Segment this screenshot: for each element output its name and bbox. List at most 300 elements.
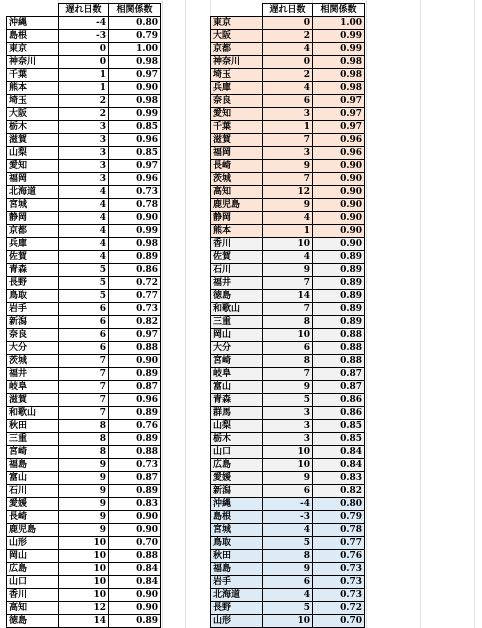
prefecture-cell[interactable]: 埼玉: [7, 95, 59, 108]
prefecture-cell[interactable]: 青森: [7, 264, 59, 277]
lag-days-cell[interactable]: 10: [59, 576, 109, 589]
table-row: [7, 446, 161, 459]
prefecture-cell[interactable]: 徳島: [7, 615, 59, 628]
correlation-cell[interactable]: 0.89: [109, 485, 161, 498]
lag-days-cell[interactable]: 6: [263, 95, 313, 108]
prefecture-cell[interactable]: 大分: [7, 342, 59, 355]
lag-days-cell[interactable]: 4: [263, 43, 313, 56]
lag-days-cell[interactable]: 7: [263, 368, 313, 381]
prefecture-cell[interactable]: 鹿児島: [211, 199, 263, 212]
lag-days-cell[interactable]: 1: [59, 82, 109, 95]
correlation-cell[interactable]: 0.90: [109, 511, 161, 524]
prefecture-cell[interactable]: 山梨: [211, 420, 263, 433]
correlation-cell[interactable]: 0.90: [109, 589, 161, 602]
lag-days-cell[interactable]: 5: [263, 602, 313, 615]
table-row: [7, 251, 161, 264]
prefecture-cell[interactable]: 和歌山: [7, 407, 59, 420]
lag-days-cell[interactable]: 14: [263, 290, 313, 303]
gridline: [420, 0, 421, 628]
correlation-cell[interactable]: 0.88: [313, 329, 365, 342]
correlation-cell[interactable]: 0.86: [109, 264, 161, 277]
prefecture-cell[interactable]: 鹿児島: [7, 524, 59, 537]
prefecture-cell[interactable]: 栃木: [7, 121, 59, 134]
correlation-cell[interactable]: 0.90: [109, 355, 161, 368]
prefecture-cell[interactable]: 秋田: [211, 550, 263, 563]
correlation-cell[interactable]: 0.70: [313, 615, 365, 628]
header-prefecture-cell[interactable]: [211, 4, 263, 17]
prefecture-cell[interactable]: 三重: [7, 433, 59, 446]
prefecture-cell[interactable]: 山形: [7, 537, 59, 550]
lag-days-cell[interactable]: 8: [263, 355, 313, 368]
correlation-cell[interactable]: 0.98: [313, 56, 365, 69]
lag-days-cell[interactable]: 4: [263, 251, 313, 264]
prefecture-cell[interactable]: 高知: [211, 186, 263, 199]
prefecture-cell[interactable]: 山口: [211, 446, 263, 459]
prefecture-cell[interactable]: 北海道: [211, 589, 263, 602]
lag-days-cell[interactable]: 7: [263, 277, 313, 290]
table-row: [7, 394, 161, 407]
lag-days-cell[interactable]: 6: [263, 576, 313, 589]
prefecture-cell[interactable]: 新潟: [7, 316, 59, 329]
lag-days-cell[interactable]: 2: [263, 69, 313, 82]
correlation-cell[interactable]: 0.90: [313, 212, 365, 225]
correlation-cell[interactable]: 0.87: [313, 381, 365, 394]
prefecture-cell[interactable]: 鳥取: [211, 537, 263, 550]
prefecture-cell[interactable]: 群馬: [211, 407, 263, 420]
lag-days-cell[interactable]: 9: [59, 524, 109, 537]
prefecture-cell[interactable]: 福井: [7, 368, 59, 381]
correlation-cell[interactable]: 0.70: [109, 537, 161, 550]
prefecture-cell[interactable]: 佐賀: [211, 251, 263, 264]
lag-days-cell[interactable]: 6: [59, 303, 109, 316]
correlation-cell[interactable]: 0.98: [109, 95, 161, 108]
correlation-cell[interactable]: 0.89: [109, 251, 161, 264]
lag-days-cell[interactable]: 8: [263, 316, 313, 329]
correlation-cell[interactable]: 0.88: [109, 446, 161, 459]
lag-days-cell[interactable]: 9: [263, 199, 313, 212]
correlation-cell[interactable]: 0.99: [313, 30, 365, 43]
correlation-cell[interactable]: 0.73: [109, 303, 161, 316]
prefecture-cell[interactable]: 長崎: [7, 511, 59, 524]
lag-days-cell[interactable]: 2: [263, 30, 313, 43]
prefecture-cell[interactable]: 福岡: [7, 173, 59, 186]
correlation-cell[interactable]: 0.88: [313, 355, 365, 368]
prefecture-cell[interactable]: 和歌山: [211, 303, 263, 316]
lag-days-cell[interactable]: 7: [59, 394, 109, 407]
correlation-cell[interactable]: 0.90: [109, 82, 161, 95]
lag-days-cell[interactable]: 6: [263, 342, 313, 355]
lag-days-cell[interactable]: 10: [263, 446, 313, 459]
lag-days-cell[interactable]: 10: [263, 459, 313, 472]
prefecture-cell[interactable]: 熊本: [211, 225, 263, 238]
prefecture-cell[interactable]: 島根: [7, 30, 59, 43]
correlation-cell[interactable]: 0.89: [313, 303, 365, 316]
lag-days-cell[interactable]: 7: [263, 134, 313, 147]
table-row: [7, 199, 161, 212]
prefecture-cell[interactable]: 山口: [7, 576, 59, 589]
correlation-cell[interactable]: 0.89: [313, 277, 365, 290]
prefecture-cell[interactable]: 兵庫: [7, 238, 59, 251]
prefecture-cell[interactable]: 奈良: [211, 95, 263, 108]
correlation-cell[interactable]: 0.72: [109, 277, 161, 290]
correlation-cell[interactable]: 0.73: [109, 186, 161, 199]
prefecture-cell[interactable]: 大分: [211, 342, 263, 355]
correlation-cell[interactable]: 0.87: [109, 381, 161, 394]
lag-days-cell[interactable]: 4: [263, 82, 313, 95]
lag-days-cell[interactable]: 10: [59, 563, 109, 576]
prefecture-cell[interactable]: 新潟: [211, 485, 263, 498]
lag-days-cell[interactable]: 0: [59, 43, 109, 56]
correlation-cell[interactable]: 1.00: [109, 43, 161, 56]
prefecture-cell[interactable]: 北海道: [7, 186, 59, 199]
correlation-cell[interactable]: 0.84: [109, 563, 161, 576]
correlation-cell[interactable]: 0.90: [313, 225, 365, 238]
prefecture-cell[interactable]: 岩手: [7, 303, 59, 316]
lag-days-cell[interactable]: -3: [263, 511, 313, 524]
correlation-cell[interactable]: 0.90: [109, 212, 161, 225]
lag-days-cell[interactable]: 3: [263, 407, 313, 420]
correlation-cell[interactable]: 0.80: [109, 17, 161, 30]
lag-days-cell[interactable]: 9: [263, 381, 313, 394]
correlation-cell[interactable]: 0.87: [313, 368, 365, 381]
prefecture-cell[interactable]: 宮城: [211, 524, 263, 537]
lag-days-cell[interactable]: 10: [59, 589, 109, 602]
table-row: [7, 407, 161, 420]
correlation-cell[interactable]: 0.96: [109, 173, 161, 186]
lag-days-cell[interactable]: -4: [263, 498, 313, 511]
correlation-cell[interactable]: 0.90: [109, 524, 161, 537]
correlation-cell[interactable]: 0.85: [109, 121, 161, 134]
lag-days-cell[interactable]: 7: [59, 381, 109, 394]
correlation-cell[interactable]: 0.96: [313, 134, 365, 147]
prefecture-cell[interactable]: 山梨: [7, 147, 59, 160]
prefecture-cell[interactable]: 神奈川: [211, 56, 263, 69]
correlation-cell[interactable]: 0.84: [313, 446, 365, 459]
correlation-cell[interactable]: 0.98: [313, 69, 365, 82]
prefecture-cell[interactable]: 広島: [7, 563, 59, 576]
lag-days-cell[interactable]: 7: [59, 355, 109, 368]
prefecture-cell[interactable]: 東京: [7, 43, 59, 56]
lag-days-cell[interactable]: 8: [263, 550, 313, 563]
table-row: [7, 342, 161, 355]
prefecture-cell[interactable]: 兵庫: [211, 82, 263, 95]
correlation-cell[interactable]: 0.85: [313, 433, 365, 446]
correlation-cell[interactable]: 0.90: [313, 173, 365, 186]
lag-days-cell[interactable]: 1: [263, 225, 313, 238]
prefecture-cell[interactable]: 岐阜: [7, 381, 59, 394]
correlation-cell[interactable]: 0.84: [109, 576, 161, 589]
correlation-cell[interactable]: 0.90: [313, 186, 365, 199]
correlation-cell[interactable]: 0.97: [109, 69, 161, 82]
correlation-cell[interactable]: 0.97: [109, 329, 161, 342]
prefecture-cell[interactable]: 佐賀: [7, 251, 59, 264]
lag-days-cell[interactable]: 9: [59, 459, 109, 472]
lag-days-cell[interactable]: 7: [59, 368, 109, 381]
lag-days-cell[interactable]: 12: [59, 602, 109, 615]
lag-days-cell[interactable]: 3: [59, 160, 109, 173]
prefecture-cell[interactable]: 滋賀: [7, 394, 59, 407]
correlation-cell[interactable]: 0.89: [313, 251, 365, 264]
prefecture-cell[interactable]: 石川: [7, 485, 59, 498]
correlation-cell[interactable]: 0.97: [313, 121, 365, 134]
table-row: [7, 173, 161, 186]
prefecture-cell[interactable]: 愛媛: [7, 498, 59, 511]
prefecture-cell[interactable]: 福井: [211, 277, 263, 290]
correlation-cell[interactable]: 0.90: [313, 160, 365, 173]
lag-days-cell[interactable]: 9: [263, 563, 313, 576]
lag-days-cell[interactable]: 7: [59, 407, 109, 420]
correlation-cell[interactable]: 0.88: [109, 342, 161, 355]
correlation-cell[interactable]: 0.83: [313, 472, 365, 485]
prefecture-cell[interactable]: 岡山: [211, 329, 263, 342]
correlation-cell[interactable]: 0.89: [313, 316, 365, 329]
prefecture-cell[interactable]: 静岡: [211, 212, 263, 225]
lag-days-cell[interactable]: 3: [59, 134, 109, 147]
lag-days-cell[interactable]: 9: [59, 472, 109, 485]
correlation-cell[interactable]: 0.98: [109, 238, 161, 251]
prefecture-cell[interactable]: 長野: [7, 277, 59, 290]
prefecture-cell[interactable]: 千葉: [211, 121, 263, 134]
correlation-cell[interactable]: 0.79: [109, 30, 161, 43]
lag-days-cell[interactable]: 3: [59, 147, 109, 160]
correlation-cell[interactable]: 0.98: [109, 56, 161, 69]
correlation-cell[interactable]: 0.76: [109, 420, 161, 433]
correlation-cell[interactable]: 0.73: [313, 576, 365, 589]
prefecture-cell[interactable]: 宮城: [7, 199, 59, 212]
lag-days-cell[interactable]: 6: [59, 329, 109, 342]
prefecture-cell[interactable]: 滋賀: [7, 134, 59, 147]
correlation-cell[interactable]: 0.82: [109, 316, 161, 329]
correlation-cell[interactable]: 0.96: [313, 147, 365, 160]
correlation-cell[interactable]: 0.83: [109, 498, 161, 511]
header-lag-days[interactable]: 遅れ日数: [59, 4, 109, 17]
table-row: [7, 485, 161, 498]
prefecture-cell[interactable]: 京都: [211, 43, 263, 56]
prefecture-cell[interactable]: 愛媛: [211, 472, 263, 485]
lag-days-cell[interactable]: 2: [59, 108, 109, 121]
correlation-cell[interactable]: 0.96: [109, 394, 161, 407]
correlation-cell[interactable]: 0.76: [313, 550, 365, 563]
correlation-cell[interactable]: 0.90: [313, 238, 365, 251]
prefecture-cell[interactable]: 京都: [7, 225, 59, 238]
lag-days-cell[interactable]: 8: [59, 420, 109, 433]
lag-days-cell[interactable]: 10: [263, 238, 313, 251]
correlation-cell[interactable]: 0.97: [313, 95, 365, 108]
prefecture-cell[interactable]: 岩手: [211, 576, 263, 589]
lag-days-cell[interactable]: 2: [59, 95, 109, 108]
table-row: [7, 537, 161, 550]
correlation-cell[interactable]: 0.77: [109, 290, 161, 303]
prefecture-cell[interactable]: 山形: [211, 615, 263, 628]
prefecture-cell[interactable]: 沖縄: [211, 498, 263, 511]
correlation-cell[interactable]: 0.84: [313, 459, 365, 472]
prefecture-cell[interactable]: 富山: [211, 381, 263, 394]
prefecture-cell[interactable]: 福岡: [211, 147, 263, 160]
header-prefecture-cell[interactable]: [7, 4, 59, 17]
lag-days-cell[interactable]: 3: [263, 433, 313, 446]
correlation-cell[interactable]: 0.98: [313, 82, 365, 95]
prefecture-cell[interactable]: 島根: [211, 511, 263, 524]
correlation-cell[interactable]: 0.99: [109, 225, 161, 238]
lag-days-cell[interactable]: 5: [59, 264, 109, 277]
correlation-cell[interactable]: 0.88: [313, 342, 365, 355]
prefecture-cell[interactable]: 香川: [7, 589, 59, 602]
lag-days-cell[interactable]: 10: [59, 550, 109, 563]
correlation-cell[interactable]: 0.89: [109, 615, 161, 628]
lag-days-cell[interactable]: 3: [263, 108, 313, 121]
prefecture-cell[interactable]: 宮崎: [7, 446, 59, 459]
prefecture-cell[interactable]: 神奈川: [7, 56, 59, 69]
prefecture-cell[interactable]: 広島: [211, 459, 263, 472]
lag-days-cell[interactable]: 5: [59, 290, 109, 303]
lag-days-cell[interactable]: 0: [263, 56, 313, 69]
prefecture-cell[interactable]: 富山: [7, 472, 59, 485]
prefecture-cell[interactable]: 滋賀: [211, 134, 263, 147]
correlation-cell[interactable]: 0.97: [313, 108, 365, 121]
lag-days-cell[interactable]: 4: [59, 212, 109, 225]
correlation-cell[interactable]: 0.89: [313, 290, 365, 303]
lag-days-cell[interactable]: 6: [59, 342, 109, 355]
prefecture-cell[interactable]: 千葉: [7, 69, 59, 82]
lag-days-cell[interactable]: 9: [263, 160, 313, 173]
prefecture-cell[interactable]: 鳥取: [7, 290, 59, 303]
lag-days-cell[interactable]: 7: [263, 303, 313, 316]
prefecture-cell[interactable]: 岐阜: [211, 368, 263, 381]
prefecture-cell[interactable]: 石川: [211, 264, 263, 277]
lag-days-cell[interactable]: 8: [59, 446, 109, 459]
header-correlation[interactable]: 相関係数: [313, 4, 365, 17]
lag-days-cell[interactable]: 10: [263, 329, 313, 342]
correlation-cell[interactable]: 0.85: [313, 420, 365, 433]
prefecture-cell[interactable]: 秋田: [7, 420, 59, 433]
prefecture-cell[interactable]: 奈良: [7, 329, 59, 342]
lag-days-cell[interactable]: 10: [263, 615, 313, 628]
prefecture-cell[interactable]: 徳島: [211, 290, 263, 303]
prefecture-cell[interactable]: 長野: [211, 602, 263, 615]
lag-days-cell[interactable]: 0: [263, 17, 313, 30]
lag-days-cell[interactable]: 9: [263, 264, 313, 277]
prefecture-cell[interactable]: 青森: [211, 394, 263, 407]
lag-days-cell[interactable]: 9: [263, 472, 313, 485]
correlation-cell[interactable]: 0.73: [313, 563, 365, 576]
prefecture-cell[interactable]: 三重: [211, 316, 263, 329]
lag-days-cell[interactable]: 8: [59, 433, 109, 446]
correlation-cell[interactable]: 1.00: [313, 17, 365, 30]
correlation-cell[interactable]: 0.73: [313, 589, 365, 602]
lag-days-cell[interactable]: 7: [263, 173, 313, 186]
lag-days-cell[interactable]: 5: [263, 394, 313, 407]
prefecture-cell[interactable]: 福島: [7, 459, 59, 472]
correlation-cell[interactable]: 0.96: [109, 134, 161, 147]
lag-days-cell[interactable]: 4: [59, 238, 109, 251]
correlation-cell[interactable]: 0.77: [313, 537, 365, 550]
lag-days-cell[interactable]: 10: [59, 537, 109, 550]
table-row: [7, 563, 161, 576]
correlation-cell[interactable]: 0.97: [109, 160, 161, 173]
correlation-cell[interactable]: 0.88: [109, 550, 161, 563]
prefecture-cell[interactable]: 茨城: [7, 355, 59, 368]
prefecture-cell[interactable]: 宮崎: [211, 355, 263, 368]
lag-days-cell[interactable]: 6: [59, 316, 109, 329]
lag-days-cell[interactable]: 4: [59, 199, 109, 212]
correlation-cell[interactable]: 0.89: [109, 407, 161, 420]
prefecture-cell[interactable]: 大阪: [211, 30, 263, 43]
prefecture-cell[interactable]: 大阪: [7, 108, 59, 121]
prefecture-cell[interactable]: 静岡: [7, 212, 59, 225]
lag-days-cell[interactable]: 3: [59, 173, 109, 186]
prefecture-cell[interactable]: 愛知: [7, 160, 59, 173]
correlation-cell[interactable]: 0.85: [109, 147, 161, 160]
lag-days-cell[interactable]: 9: [59, 511, 109, 524]
correlation-cell[interactable]: 0.89: [109, 433, 161, 446]
prefecture-cell[interactable]: 栃木: [211, 433, 263, 446]
correlation-cell[interactable]: 0.99: [109, 108, 161, 121]
lag-days-cell[interactable]: 4: [263, 524, 313, 537]
lag-days-cell[interactable]: 3: [263, 147, 313, 160]
correlation-cell[interactable]: 0.80: [313, 498, 365, 511]
lag-days-cell[interactable]: -4: [59, 17, 109, 30]
correlation-cell[interactable]: 0.89: [313, 264, 365, 277]
prefecture-cell[interactable]: 茨城: [211, 173, 263, 186]
lag-days-cell[interactable]: 9: [59, 498, 109, 511]
prefecture-cell[interactable]: 熊本: [7, 82, 59, 95]
lag-days-cell[interactable]: 0: [59, 56, 109, 69]
lag-days-cell[interactable]: 3: [263, 420, 313, 433]
prefecture-cell[interactable]: 高知: [7, 602, 59, 615]
prefecture-cell[interactable]: 香川: [211, 238, 263, 251]
correlation-cell[interactable]: 0.90: [109, 602, 161, 615]
correlation-cell[interactable]: 0.87: [109, 472, 161, 485]
lag-days-cell[interactable]: 9: [59, 485, 109, 498]
lag-days-cell[interactable]: 3: [59, 121, 109, 134]
lag-days-cell[interactable]: -3: [59, 30, 109, 43]
prefecture-cell[interactable]: 愛知: [211, 108, 263, 121]
correlation-cell[interactable]: 0.90: [313, 199, 365, 212]
lag-days-cell[interactable]: 4: [59, 186, 109, 199]
correlation-cell[interactable]: 0.86: [313, 407, 365, 420]
correlation-cell[interactable]: 0.78: [109, 199, 161, 212]
lag-days-cell[interactable]: 5: [59, 277, 109, 290]
header-lag-days[interactable]: 遅れ日数: [263, 4, 313, 17]
prefecture-cell[interactable]: 岡山: [7, 550, 59, 563]
correlation-cell[interactable]: 0.89: [109, 368, 161, 381]
prefecture-cell[interactable]: 沖縄: [7, 17, 59, 30]
correlation-cell[interactable]: 0.99: [313, 43, 365, 56]
correlation-cell[interactable]: 0.78: [313, 524, 365, 537]
correlation-cell[interactable]: 0.82: [313, 485, 365, 498]
correlation-cell[interactable]: 0.79: [313, 511, 365, 524]
lag-days-cell[interactable]: 4: [59, 251, 109, 264]
prefecture-cell[interactable]: 長崎: [211, 160, 263, 173]
lag-days-cell[interactable]: 1: [59, 69, 109, 82]
prefecture-cell[interactable]: 東京: [211, 17, 263, 30]
lag-days-cell[interactable]: 4: [263, 589, 313, 602]
prefecture-cell[interactable]: 埼玉: [211, 69, 263, 82]
lag-days-cell[interactable]: 14: [59, 615, 109, 628]
prefecture-cell[interactable]: 福島: [211, 563, 263, 576]
correlation-cell[interactable]: 0.73: [109, 459, 161, 472]
table-row: [211, 173, 365, 186]
lag-days-cell[interactable]: 6: [263, 485, 313, 498]
lag-days-cell[interactable]: 4: [263, 212, 313, 225]
correlation-cell[interactable]: 0.86: [313, 394, 365, 407]
lag-days-cell[interactable]: 1: [263, 121, 313, 134]
lag-days-cell[interactable]: 5: [263, 537, 313, 550]
lag-days-cell[interactable]: 12: [263, 186, 313, 199]
correlation-cell[interactable]: 0.72: [313, 602, 365, 615]
header-correlation[interactable]: 相関係数: [109, 4, 161, 17]
lag-days-cell[interactable]: 4: [59, 225, 109, 238]
